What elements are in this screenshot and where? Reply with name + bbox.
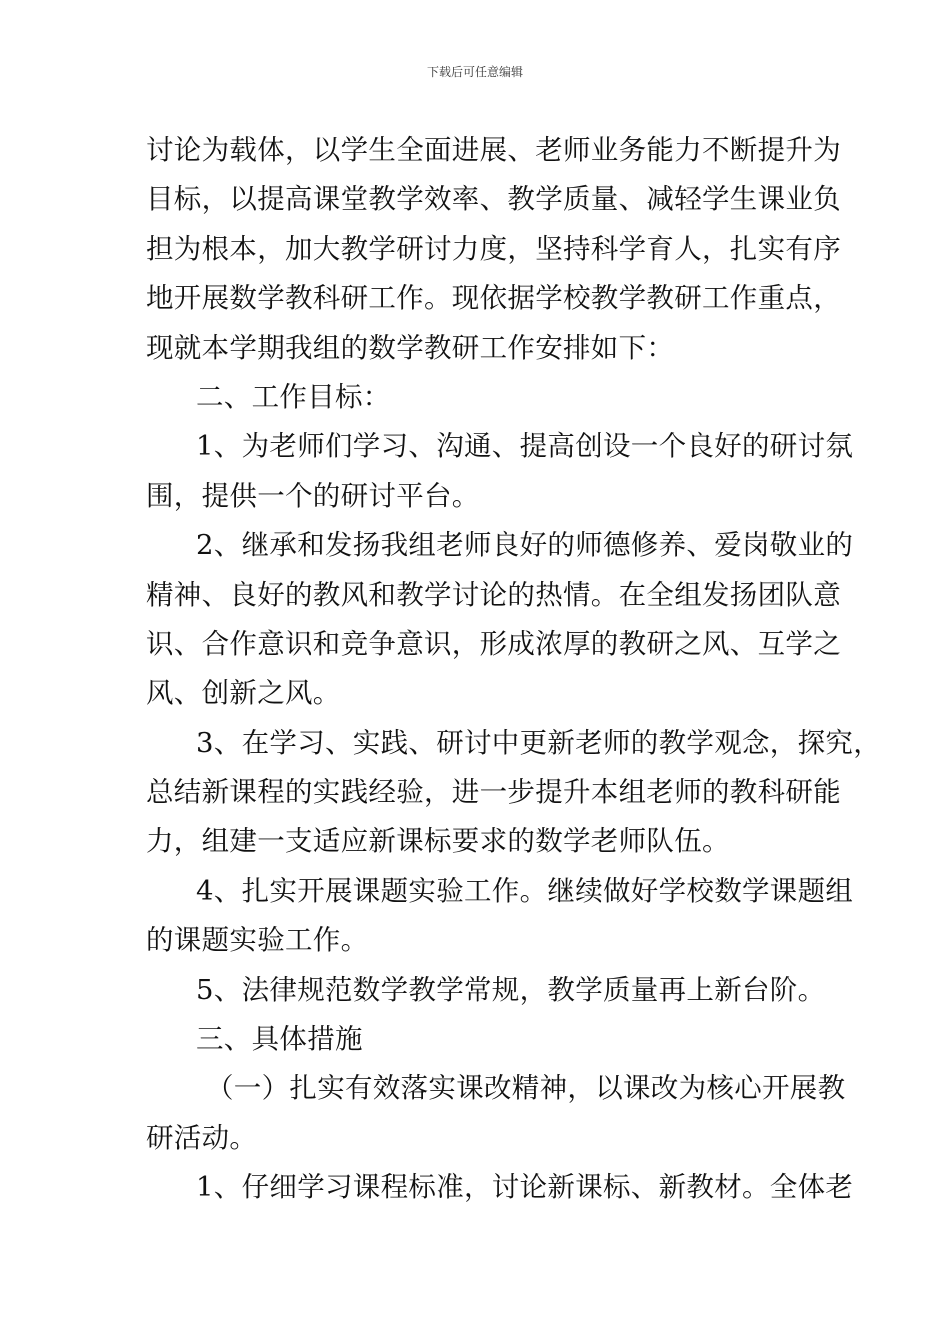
list-item-line: 风、创新之风。 [146,677,341,710]
document-body [146,126,881,1213]
paragraph-line: 现就本学期我组的数学教研工作安排如下： [146,331,675,364]
paragraph-line: 目标，以提高课堂教学效率、教学质量、减轻学生课业负 [146,183,841,216]
paragraph-line: 讨论为载体，以学生全面进展、老师业务能力不断提升为 [146,134,841,166]
page-header: 下载后可任意编辑 [426,65,523,79]
subsection-heading: （一）扎实有效落实课改精神，以课改为核心开展教 [206,1072,846,1105]
list-item-line: 1、为老师们学习、沟通、提高创设一个良好的研讨氛 [196,430,854,463]
paragraph-line: 地开展数学教科研工作。现依据学校教学教研工作重点， [146,282,841,315]
list-item-line: 5、法律规范数学教学常规，教学质量再上新台阶。 [196,973,826,1006]
paragraph-line: 担为根本，加大教学研讨力度，坚持科学育人，扎实有序 [146,232,841,265]
list-item-line: 3、在学习、实践、研讨中更新老师的教学观念，探究， [196,726,881,759]
list-item-line: 识、合作意识和竞争意识，形成浓厚的教研之风、互学之 [146,627,841,660]
list-item-line: 2、继承和发扬我组老师良好的师德修养、爱岗敬业的 [196,529,854,562]
section-heading: 二、工作目标： [196,380,391,413]
list-item-line: 的课题实验工作。 [146,924,369,957]
list-item-line: 围，提供一个的研讨平台。 [146,479,480,512]
list-item-line: 总结新课程的实践经验，进一步提升本组老师的教科研能 [146,776,841,809]
subsection-heading: 研活动。 [146,1121,258,1154]
list-item-line: 力，组建一支适应新课标要求的数学老师队伍。 [146,825,730,858]
list-item-line: 1、仔细学习课程标准，讨论新课标、新教材。全体老 [196,1171,854,1204]
list-item-line: 4、扎实开展课题实验工作。继续做好学校数学课题组 [196,874,854,907]
list-item-line: 精神、良好的教风和教学讨论的热情。在全组发扬团队意 [146,578,841,611]
section-heading: 三、具体措施 [196,1023,363,1056]
